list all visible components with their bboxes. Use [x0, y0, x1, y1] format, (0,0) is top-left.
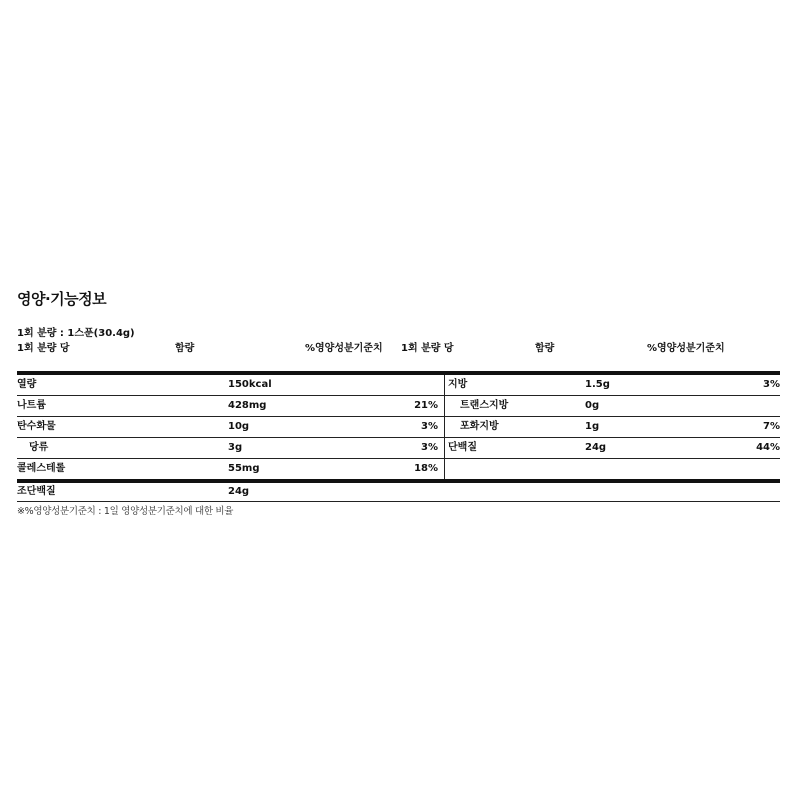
nutrient-name: 트랜스지방	[460, 400, 509, 411]
table-row	[17, 459, 780, 479]
nutrient-name: 나트륨	[17, 400, 46, 411]
nutrient-name: 조단백질	[17, 486, 56, 497]
nutrient-amount: 24g	[585, 442, 607, 453]
nutrient-name: 포화지방	[460, 421, 499, 432]
nutrient-daily-value: 3%	[421, 421, 438, 432]
nutrient-amount: 150kcal	[228, 379, 272, 390]
nutrition-table	[17, 371, 780, 483]
left-per-serving-header: 1회 분량 당	[17, 343, 70, 354]
nutrition-panel	[17, 288, 780, 519]
page-title: 영양·기능정보	[17, 290, 107, 308]
left-daily-value-header: %영양성분기준치	[305, 343, 383, 354]
table-row	[17, 375, 780, 396]
right-amount-header: 함량	[535, 343, 555, 354]
left-amount-header: 함량	[175, 343, 195, 354]
nutrient-daily-value: 44%	[756, 442, 780, 453]
footnote: ※%영양성분기준치 : 1일 영양성분기준치에 대한 비율	[17, 506, 234, 517]
nutrient-name: 당류	[29, 442, 49, 453]
table-row	[17, 396, 780, 417]
nutrient-amount: 0g	[585, 400, 600, 411]
nutrient-amount: 428mg	[228, 400, 267, 411]
nutrient-daily-value: 21%	[414, 400, 438, 411]
nutrient-daily-value: 3%	[421, 442, 438, 453]
nutrient-daily-value: 3%	[763, 379, 780, 390]
nutrient-name: 단백질	[448, 442, 477, 453]
table-row	[17, 438, 780, 459]
serving-info: 1회 분량 : 1스푼(30.4g)	[17, 328, 135, 339]
nutrient-name: 열량	[17, 379, 37, 390]
table-row	[17, 417, 780, 438]
nutrient-amount: 1g	[585, 421, 600, 432]
nutrient-amount: 24g	[228, 486, 250, 497]
nutrient-name: 탄수화물	[17, 421, 56, 432]
column-header-row	[17, 341, 780, 357]
nutrient-amount: 3g	[228, 442, 243, 453]
nutrient-name: 콜레스테롤	[17, 463, 66, 474]
nutrient-amount: 1.5g	[585, 379, 610, 390]
right-per-serving-header: 1회 분량 당	[401, 343, 454, 354]
nutrient-amount: 55mg	[228, 463, 260, 474]
nutrient-amount: 10g	[228, 421, 250, 432]
nutrient-name: 지방	[448, 379, 468, 390]
table-row	[17, 483, 780, 501]
nutrient-daily-value: 7%	[763, 421, 780, 432]
right-daily-value-header: %영양성분기준치	[647, 343, 725, 354]
nutrient-daily-value: 18%	[414, 463, 438, 474]
